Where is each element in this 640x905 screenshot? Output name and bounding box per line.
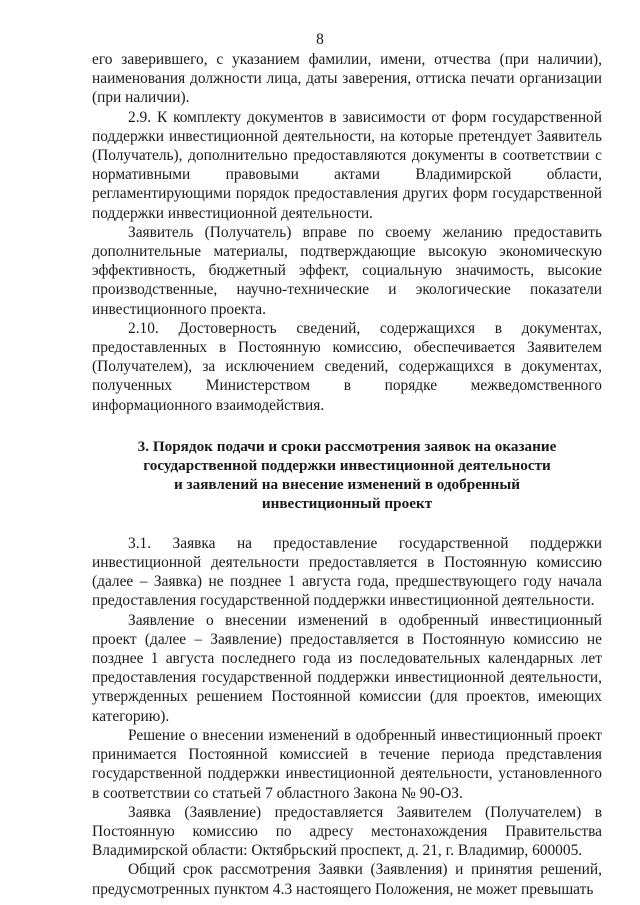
document-body: [92, 50, 602, 899]
paragraph-review-period: Общий срок рассмотрения Заявки (Заявления) и принятия решений, предусмотренных пунктом 4.3 настоящего Положения, не может превышать: [92, 861, 602, 898]
paragraph-2-10: 2.10. Достоверность сведений, содержащихся в документах, предоставленных в Постоянную комиссию, обеспечивается Заявителем (Получателем), за исключением сведений, содержащихся в документах, полученных Министерством в порядке межведомственного информационного взаимодействия.: [92, 319, 602, 414]
heading-line: и заявлений на внесение изменений в одобренный: [173, 475, 521, 493]
paragraph-continuation: его заверившего, с указанием фамилии, имени, отчества (при наличии), наименования должности лица, даты заверения, оттиска печати организации (при наличии).: [92, 51, 602, 107]
paragraph-additional-materials: Заявитель (Получатель) вправе по своему желанию предоставить дополнительные материалы, подтверждающие высокую экономическую эффективность, бюджетный эффект, социальную значимость, высокие производственные, научно-технические и экологические показатели инвестиционного проекта.: [92, 223, 602, 318]
heading-line: государственной поддержки инвестиционной деятельности: [143, 456, 551, 474]
paragraph-decision: Решение о внесении изменений в одобренный инвестиционный проект принимается Постоянной комиссией в течение периода представления государственной поддержки инвестиционной деятельности, установленного в соответствии со статьей 7 областного Закона № 90-ОЗ.: [92, 726, 602, 802]
heading-line: инвестиционный проект: [261, 494, 433, 512]
heading-line: 3. Порядок подачи и сроки рассмотрения заявок на оказание: [137, 437, 557, 455]
paragraph-application-changes: Заявление о внесении изменений в одобренный инвестиционный проект (далее – Заявление) предоставляется в Постоянную комиссию не позднее 1 августа последнего года из последовательных календарных лет предоставления государственной поддержки инвестиционной деятельности, утвержденных решением Постоянной комиссии (для проектов, имеющих категорию).: [92, 611, 602, 725]
section-3-heading: [92, 437, 602, 513]
paragraph-address: Заявка (Заявление) предоставляется Заявителем (Получателем) в Постоянную комиссию по адресу местонахождения Правительства Владимирской области: Октябрьский проспект, д. 21, г. Владимир, 600005.: [92, 803, 602, 860]
page-number: 8: [316, 31, 324, 48]
paragraph-3-1: 3.1. Заявка на предоставление государственной поддержки инвестиционной деятельности предоставляется в Постоянную комиссию (далее – Заявка) не позднее 1 августа года, предшествующего году начала предоставления государственной поддержки инвестиционной деятельности.: [92, 534, 602, 610]
paragraph-2-9: 2.9. К комплекту документов в зависимости от форм государственной поддержки инвестиционной деятельности, на которые претендует Заявитель (Получатель), дополнительно предоставляются документы в соответствии с нормативными правовыми актами Владимирской области, регламентирующими порядок предоставления других форм государственной поддержки инвестиционной деятельности.: [92, 108, 602, 222]
